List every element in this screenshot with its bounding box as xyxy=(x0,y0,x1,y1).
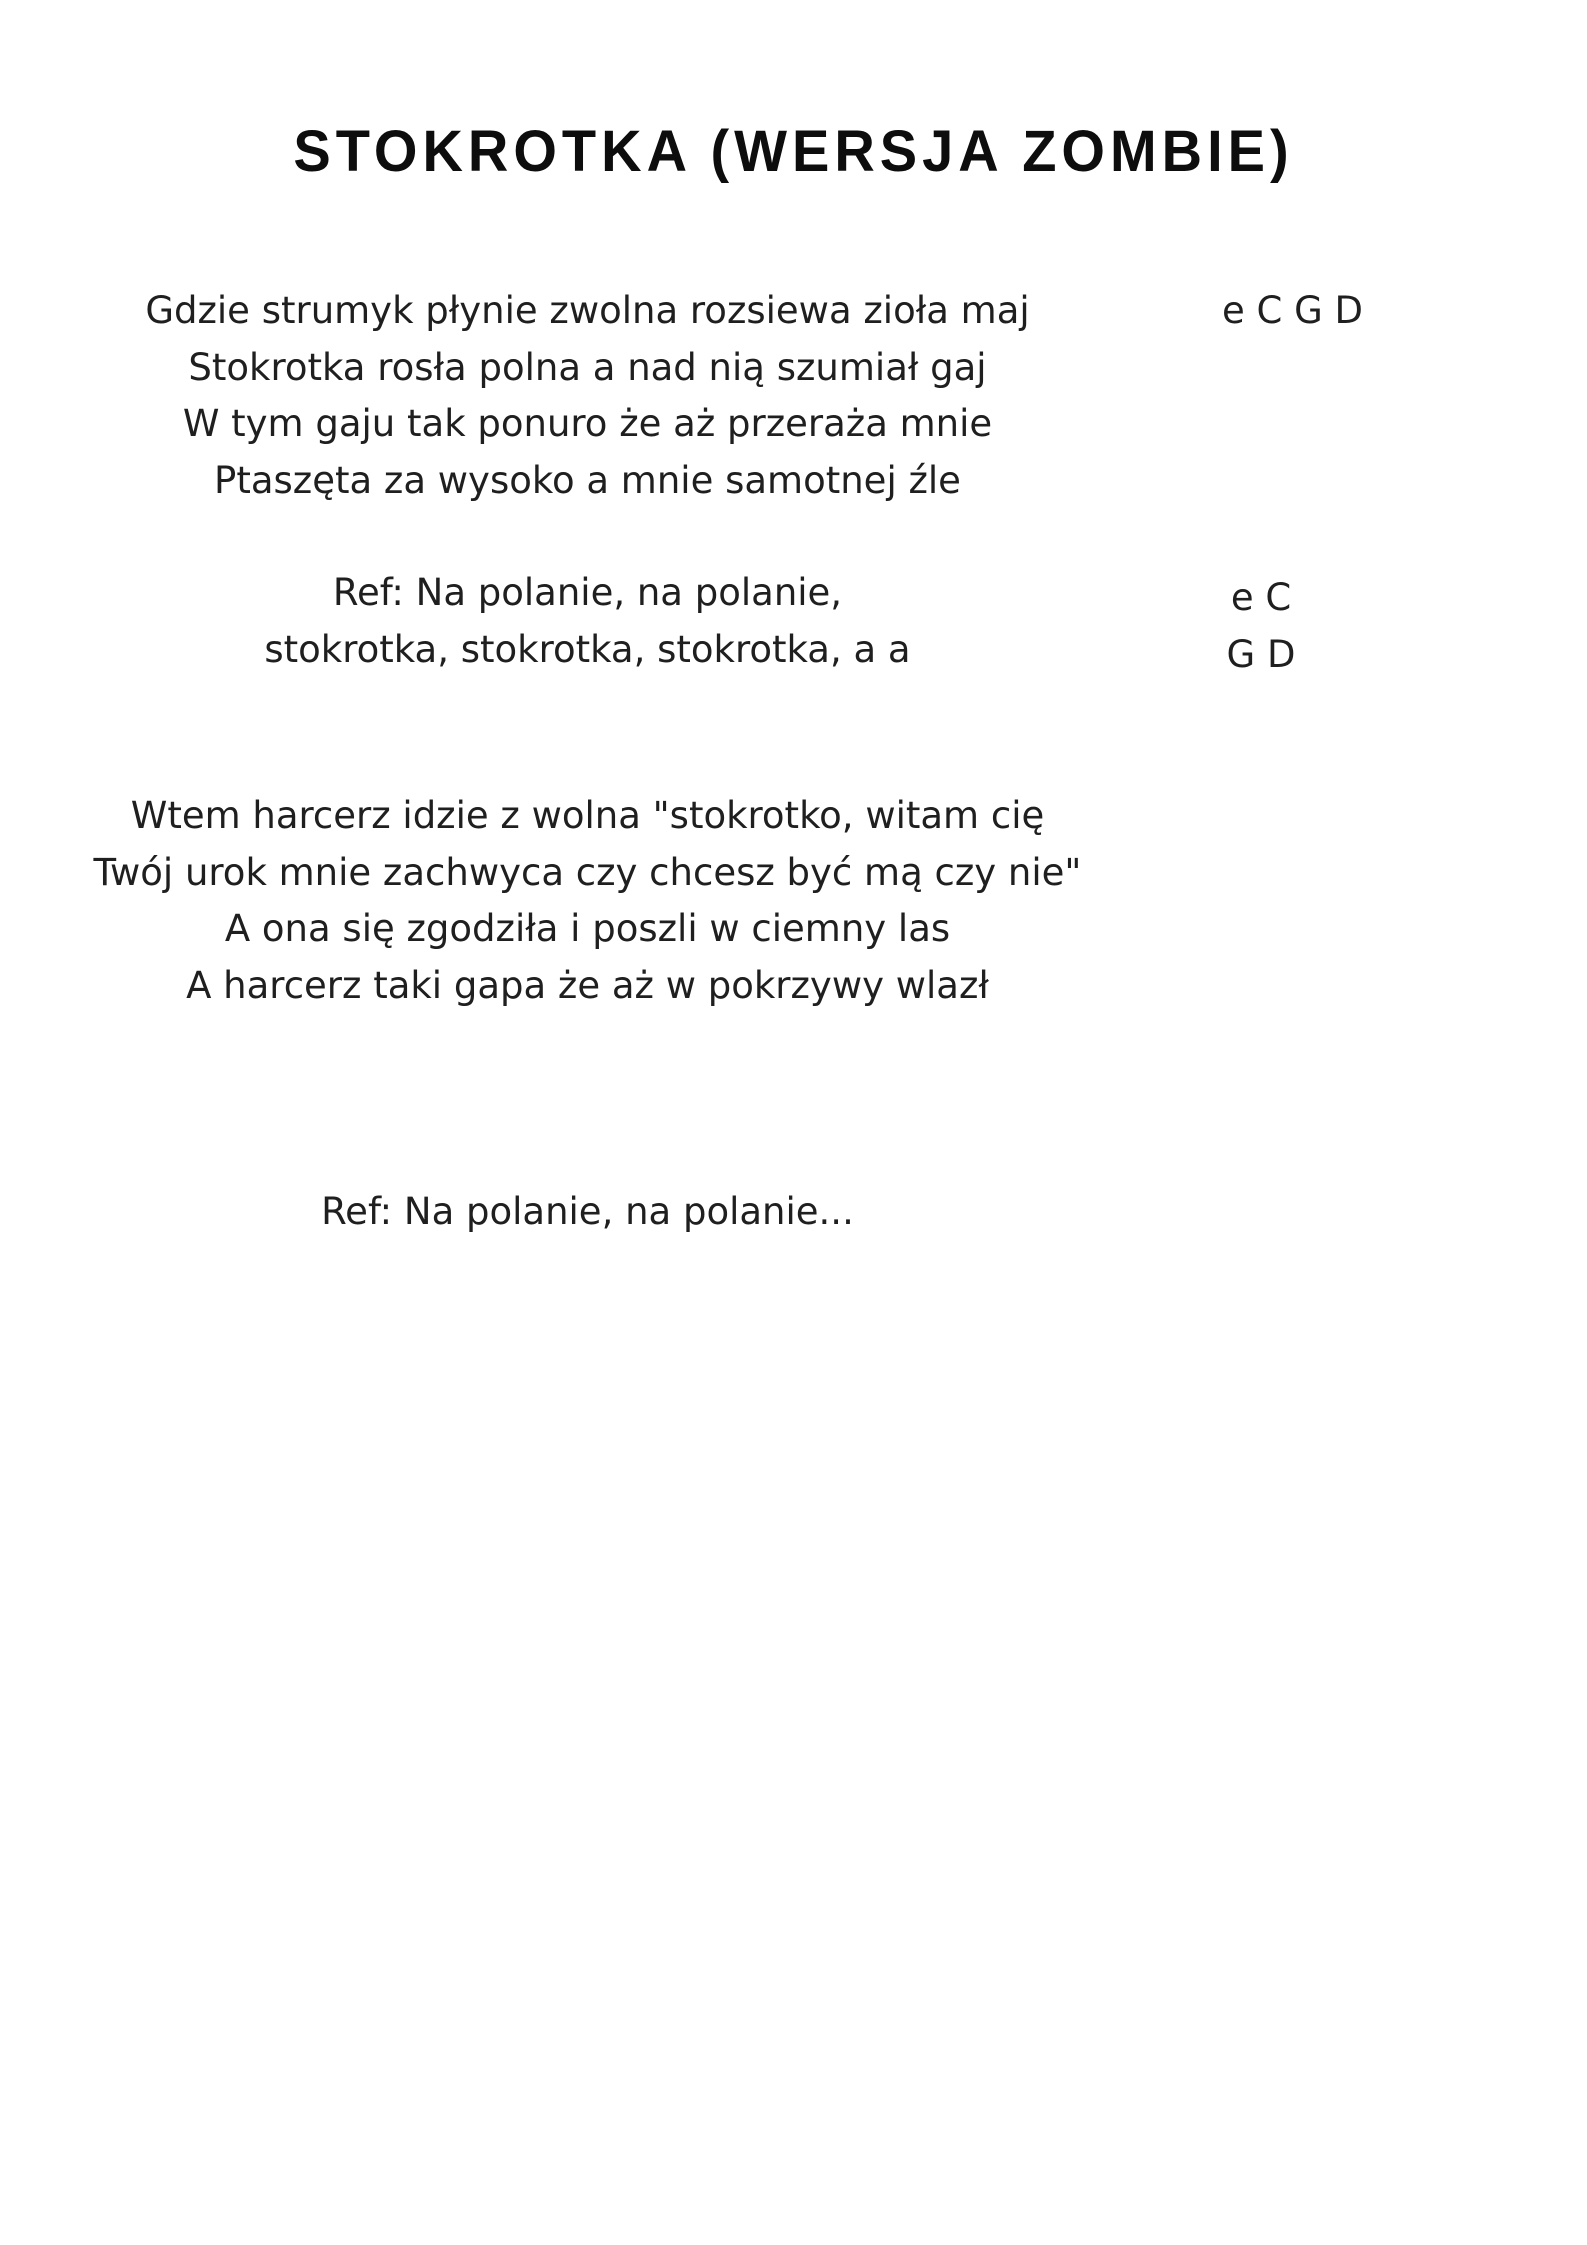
lyric-line: Ref: Na polanie, na polanie... xyxy=(321,1190,854,1233)
chorus-2 xyxy=(0,1184,1175,1241)
lyric-line: A harcerz taki gapa że aż w pokrzywy wlazł xyxy=(186,963,989,1007)
lyric-line: Ref: Na polanie, na polanie, xyxy=(332,571,843,614)
lyric-line: Ptaszęta za wysoko a mnie samotnej źle xyxy=(214,458,961,502)
chord-line: G D xyxy=(1226,632,1296,676)
song-title: STOKROTKA (WERSJA ZOMBIE) xyxy=(293,117,1294,184)
lyric-line: Stokrotka rosła polna a nad nią szumiał gaj xyxy=(188,345,987,389)
chorus-1-chords xyxy=(1221,570,1301,683)
lyric-line: stokrotka, stokrotka, stokrotka, a a xyxy=(264,627,911,671)
lyric-line: Gdzie strumyk płynie zwolna rozsiewa zioła maj xyxy=(145,289,1030,332)
lyric-line: Twój urok mnie zachwyca czy chcesz być mą czy nie" xyxy=(93,850,1082,894)
verse-2 xyxy=(0,788,1175,1014)
chord-line: e C xyxy=(1230,576,1292,619)
lyric-line: Wtem harcerz idzie z wolna "stokrotko, witam cię xyxy=(130,794,1045,837)
lyric-line: A ona się zgodziła i poszli w ciemny las xyxy=(224,907,951,950)
verse-1-chords: e C G D xyxy=(1222,289,1364,332)
lyric-line: W tym gaju tak ponuro że aż przeraża mnie xyxy=(182,402,993,445)
chorus-1 xyxy=(0,565,1175,678)
verse-1 xyxy=(0,283,1175,509)
